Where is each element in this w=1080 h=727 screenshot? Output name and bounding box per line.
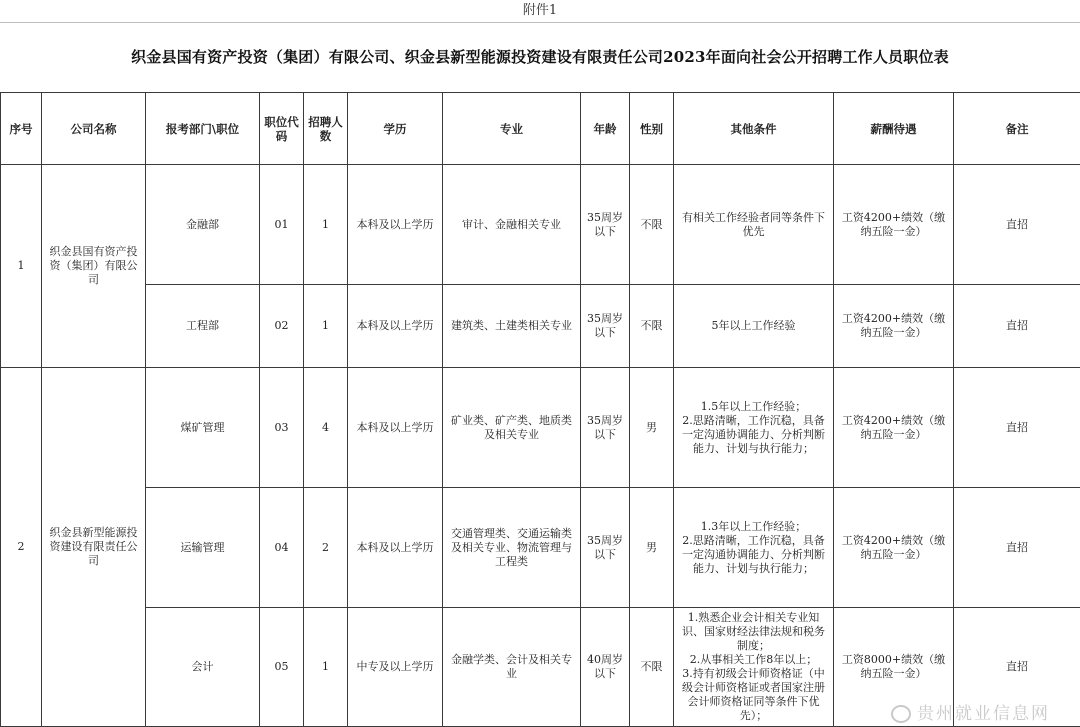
salary-cell: 工资8000+绩效（缴纳五险一金） <box>834 608 954 727</box>
table-row <box>1 368 1080 488</box>
header-other: 其他条件 <box>674 93 834 165</box>
dept-cell: 煤矿管理 <box>146 368 260 488</box>
attachment-label: 附件1 <box>0 0 1080 23</box>
header-major: 专业 <box>443 93 581 165</box>
edu-cell: 中专及以上学历 <box>348 608 443 727</box>
edu-cell: 本科及以上学历 <box>348 165 443 285</box>
company-cell: 织金县国有资产投资（集团）有限公司 <box>42 165 146 368</box>
seq-cell: 1 <box>1 165 42 368</box>
age-cell: 40周岁以下 <box>581 608 630 727</box>
major-cell: 矿业类、矿产类、地质类及相关专业 <box>443 368 581 488</box>
major-cell: 交通管理类、交通运输类及相关专业、物流管理与工程类 <box>443 488 581 608</box>
header-remark: 备注 <box>954 93 1080 165</box>
code-cell: 04 <box>260 488 304 608</box>
count-cell: 1 <box>304 165 348 285</box>
edu-cell: 本科及以上学历 <box>348 488 443 608</box>
remark-cell: 直招 <box>954 285 1080 368</box>
header-company: 公司名称 <box>42 93 146 165</box>
condition-line: 2.思路清晰，工作沉稳，具备一定沟通协调能力、分析判断能力、计划与执行能力； <box>677 414 830 456</box>
salary-cell: 工资4200+绩效（缴纳五险一金） <box>834 368 954 488</box>
code-cell: 05 <box>260 608 304 727</box>
age-cell: 35周岁以下 <box>581 165 630 285</box>
gender-cell: 不限 <box>630 608 674 727</box>
header-count: 招聘人数 <box>304 93 348 165</box>
other-cell <box>674 488 834 608</box>
code-cell: 02 <box>260 285 304 368</box>
condition-line: 1.熟悉企业会计相关专业知识、国家财经法律法规和税务制度； <box>677 611 830 653</box>
major-cell: 金融学类、会计及相关专业 <box>443 608 581 727</box>
remark-cell: 直招 <box>954 608 1080 727</box>
count-cell: 4 <box>304 368 348 488</box>
watermark-text: 贵州就业信息网 <box>917 704 1050 724</box>
condition-line: 3.持有初级会计师资格证（中级会计师资格证或者国家注册会计师资格证同等条件下优先）； <box>677 667 830 723</box>
remark-cell: 直招 <box>954 488 1080 608</box>
company-cell: 织金县新型能源投资建设有限责任公司 <box>42 368 146 727</box>
header-salary: 薪酬待遇 <box>834 93 954 165</box>
condition-line: 2.思路清晰，工作沉稳，具备一定沟通协调能力、分析判断能力、计划与执行能力； <box>677 534 830 576</box>
other-cell <box>674 368 834 488</box>
other-cell: 有相关工作经验者同等条件下优先 <box>674 165 834 285</box>
count-cell: 2 <box>304 488 348 608</box>
age-cell: 35周岁以下 <box>581 285 630 368</box>
dept-cell: 运输管理 <box>146 488 260 608</box>
dept-cell: 会计 <box>146 608 260 727</box>
major-cell: 建筑类、土建类相关专业 <box>443 285 581 368</box>
condition-line: 1.3年以上工作经验； <box>677 520 830 534</box>
remark-cell: 直招 <box>954 165 1080 285</box>
header-seq: 序号 <box>1 93 42 165</box>
table-row <box>1 488 1080 608</box>
count-cell: 1 <box>304 608 348 727</box>
salary-cell: 工资4200+绩效（缴纳五险一金） <box>834 488 954 608</box>
gender-cell: 不限 <box>630 165 674 285</box>
gender-cell: 不限 <box>630 285 674 368</box>
edu-cell: 本科及以上学历 <box>348 368 443 488</box>
table-row <box>1 285 1080 368</box>
remark-cell: 直招 <box>954 368 1080 488</box>
table-row <box>1 165 1080 285</box>
other-cell <box>674 608 834 727</box>
header-edu: 学历 <box>348 93 443 165</box>
position-table <box>0 92 1080 727</box>
edu-cell: 本科及以上学历 <box>348 285 443 368</box>
gender-cell: 男 <box>630 488 674 608</box>
condition-line: 1.5年以上工作经验； <box>677 400 830 414</box>
header-gender: 性别 <box>630 93 674 165</box>
code-cell: 03 <box>260 368 304 488</box>
header-code: 职位代码 <box>260 93 304 165</box>
condition-line: 2.从事相关工作8年以上； <box>677 653 830 667</box>
gender-cell: 男 <box>630 368 674 488</box>
count-cell: 1 <box>304 285 348 368</box>
salary-cell: 工资4200+绩效（缴纳五险一金） <box>834 285 954 368</box>
age-cell: 35周岁以下 <box>581 368 630 488</box>
salary-cell: 工资4200+绩效（缴纳五险一金） <box>834 165 954 285</box>
code-cell: 01 <box>260 165 304 285</box>
dept-cell: 金融部 <box>146 165 260 285</box>
other-cell: 5年以上工作经验 <box>674 285 834 368</box>
watermark <box>891 699 1050 724</box>
major-cell: 审计、金融相关专业 <box>443 165 581 285</box>
seq-cell: 2 <box>1 368 42 727</box>
dept-cell: 工程部 <box>146 285 260 368</box>
header-age: 年龄 <box>581 93 630 165</box>
header-row <box>1 93 1080 165</box>
age-cell: 35周岁以下 <box>581 488 630 608</box>
header-dept: 报考部门\职位 <box>146 93 260 165</box>
watermark-icon <box>891 705 911 723</box>
document-title: 织金县国有资产投资（集团）有限公司、织金县新型能源投资建设有限责任公司2023年面向社会公开招聘工作人员职位表 <box>0 22 1080 92</box>
